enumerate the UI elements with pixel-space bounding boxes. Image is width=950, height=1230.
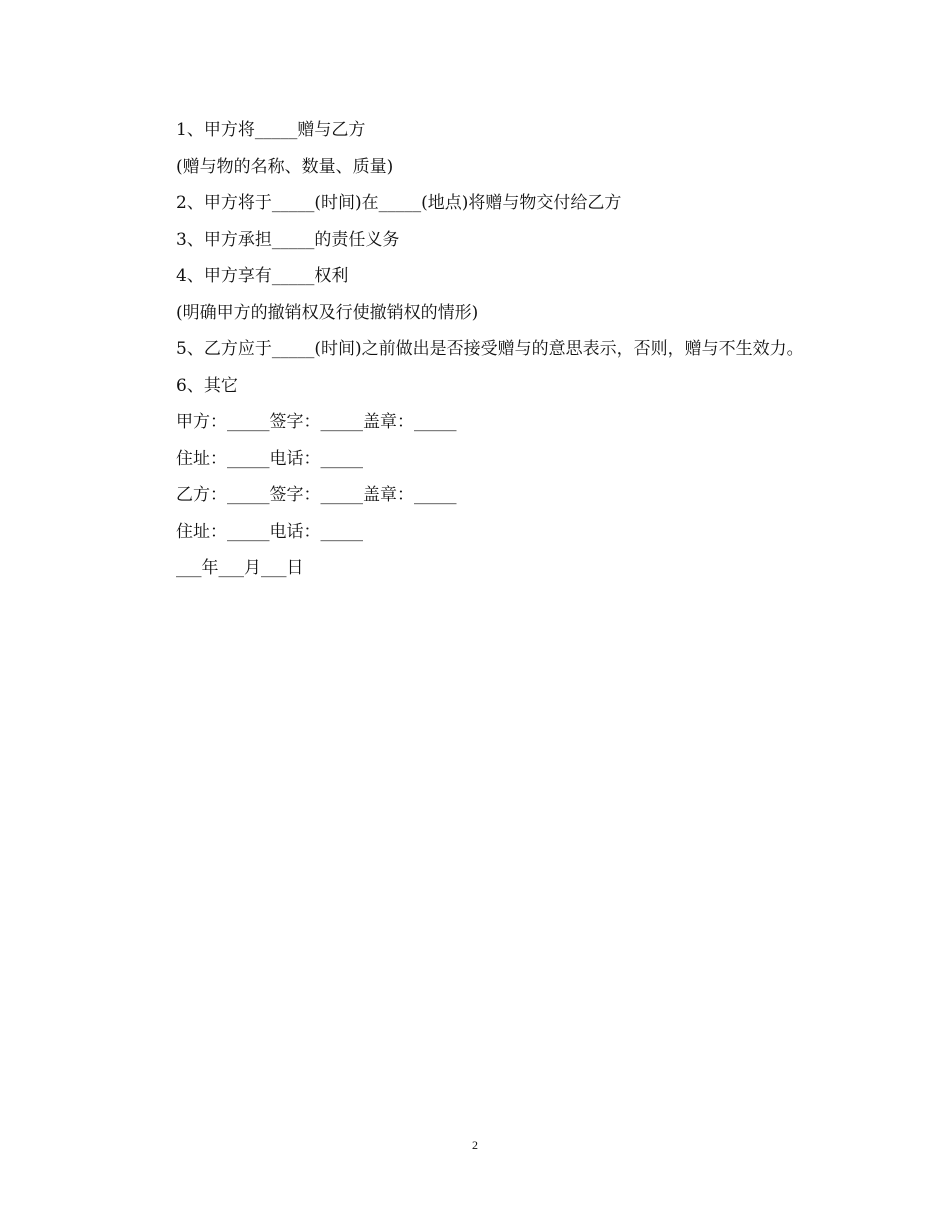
page-number: 2 [472,1138,478,1152]
clause-6: 6、其它 [176,375,238,396]
clause-4-note: (明确甲方的撤销权及行使撤销权的情形) [176,302,479,323]
party-b-address-line: 住址：_____电话：_____ [176,521,363,542]
party-a-address-line: 住址：_____电话：_____ [176,448,363,469]
document-body [140,112,812,587]
clause-1-note: (赠与物的名称、数量、质量) [176,156,394,177]
party-b-signature-line: 乙方：_____签字：_____盖章：_____ [176,485,457,505]
party-a-signature-line: 甲方：_____签字：_____盖章：_____ [176,412,457,432]
clause-3: 3、甲方承担_____的责任义务 [176,229,400,250]
clause-1: 1、甲方将_____赠与乙方 [176,120,366,140]
clause-4: 4、甲方享有_____权利 [176,266,349,286]
clause-2: 2、甲方将于_____(时间)在_____(地点)将赠与物交付给乙方 [176,193,622,213]
clause-5: 5、乙方应于_____(时间)之前做出是否接受赠与的意思表示，否则，赠与不生效力。 [176,339,804,359]
date-line: ___年___月___日 [176,558,304,578]
